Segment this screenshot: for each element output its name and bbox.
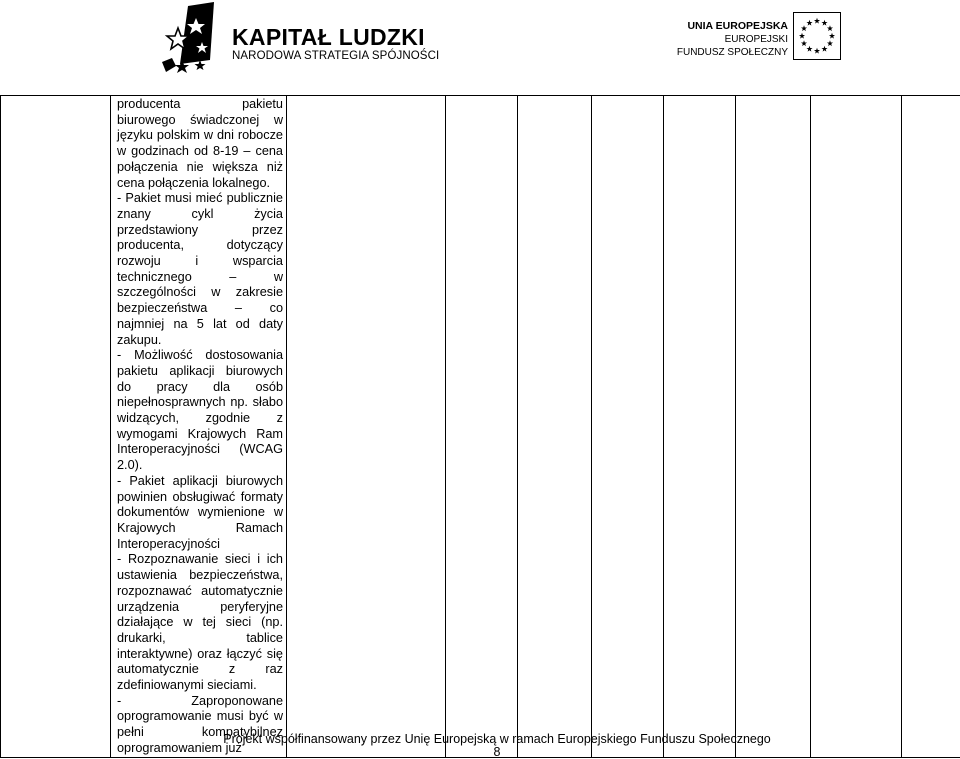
requirements-paragraph: - Pakiet aplikacji biurowych powinien obsługiwać formaty dokumentów wymienione w Krajowych Ramach Interoperacyjności (117, 474, 283, 553)
requirements-table (0, 95, 960, 758)
requirements-paragraph: - Rozpoznawanie sieci i ich ustawienia bezpieczeństwa, rozpoznawać automatycznie urządzenia peryferyjne działające w tej sieci (np. drukarki, tablice interaktywne) oraz łączyć się automatycznie z raz zdefiniowanymi sieciami. (117, 552, 283, 693)
kapital-ludzki-emblem-icon (160, 2, 226, 78)
eu-logo-text (668, 20, 788, 59)
table-cell-empty (287, 96, 446, 758)
requirements-paragraph: - Zaproponowane oprogramowanie musi być w pełni kompatybilnez oprogramowaniem już (117, 694, 283, 757)
eu-logo-line3: FUNDUSZ SPOŁECZNY (668, 46, 788, 59)
page-header (0, 0, 960, 90)
table-cell-empty (446, 96, 518, 758)
table-cell-empty (1, 96, 111, 758)
eu-flag-icon (793, 12, 841, 60)
requirements-paragraph: producenta pakietu biurowego świadczonej w języku polskim w dni robocze w godzinach od 8-19 – cena połączenia nie większa niż cena połączenia lokalnego. (117, 97, 283, 191)
table-row (1, 96, 960, 758)
eu-logo-line1: UNIA EUROPEJSKA (668, 20, 788, 33)
footer-cofinancing-note: Projekt współfinansowany przez Unię Europejską w ramach Europejskiego Funduszu Społecznego (0, 732, 960, 746)
kapital-ludzki-title: KAPITAŁ LUDZKI (232, 24, 425, 51)
kapital-ludzki-logo (160, 2, 400, 82)
table-cell-empty (518, 96, 592, 758)
requirements-paragraph: - Pakiet musi mieć publicznie znany cykl życia przedstawiony przez producenta, dotyczący rozwoju i wsparcia technicznego – w szczególności w zakresie bezpieczeństwa – co najmniej na 5 lat od daty zakupu. (117, 191, 283, 348)
table-cell-empty (664, 96, 736, 758)
eu-logo (668, 12, 843, 66)
requirements-description-cell (111, 96, 287, 758)
table-cell-empty (811, 96, 902, 758)
table-cell-empty (736, 96, 811, 758)
page-number: 8 (0, 745, 960, 759)
table-cell-empty (592, 96, 664, 758)
table-cell-empty (902, 96, 960, 758)
requirements-paragraph: - Możliwość dostosowania pakietu aplikacji biurowych do pracy dla osób niepełnosprawnych np. słabo widzących, zgodnie z wymogami Krajowych Ram Interoperacyjności (WCAG 2.0). (117, 348, 283, 474)
eu-logo-line2: EUROPEJSKI (668, 33, 788, 46)
requirements-text (117, 96, 283, 757)
kapital-ludzki-subtitle: NARODOWA STRATEGIA SPÓJNOŚCI (232, 50, 439, 62)
